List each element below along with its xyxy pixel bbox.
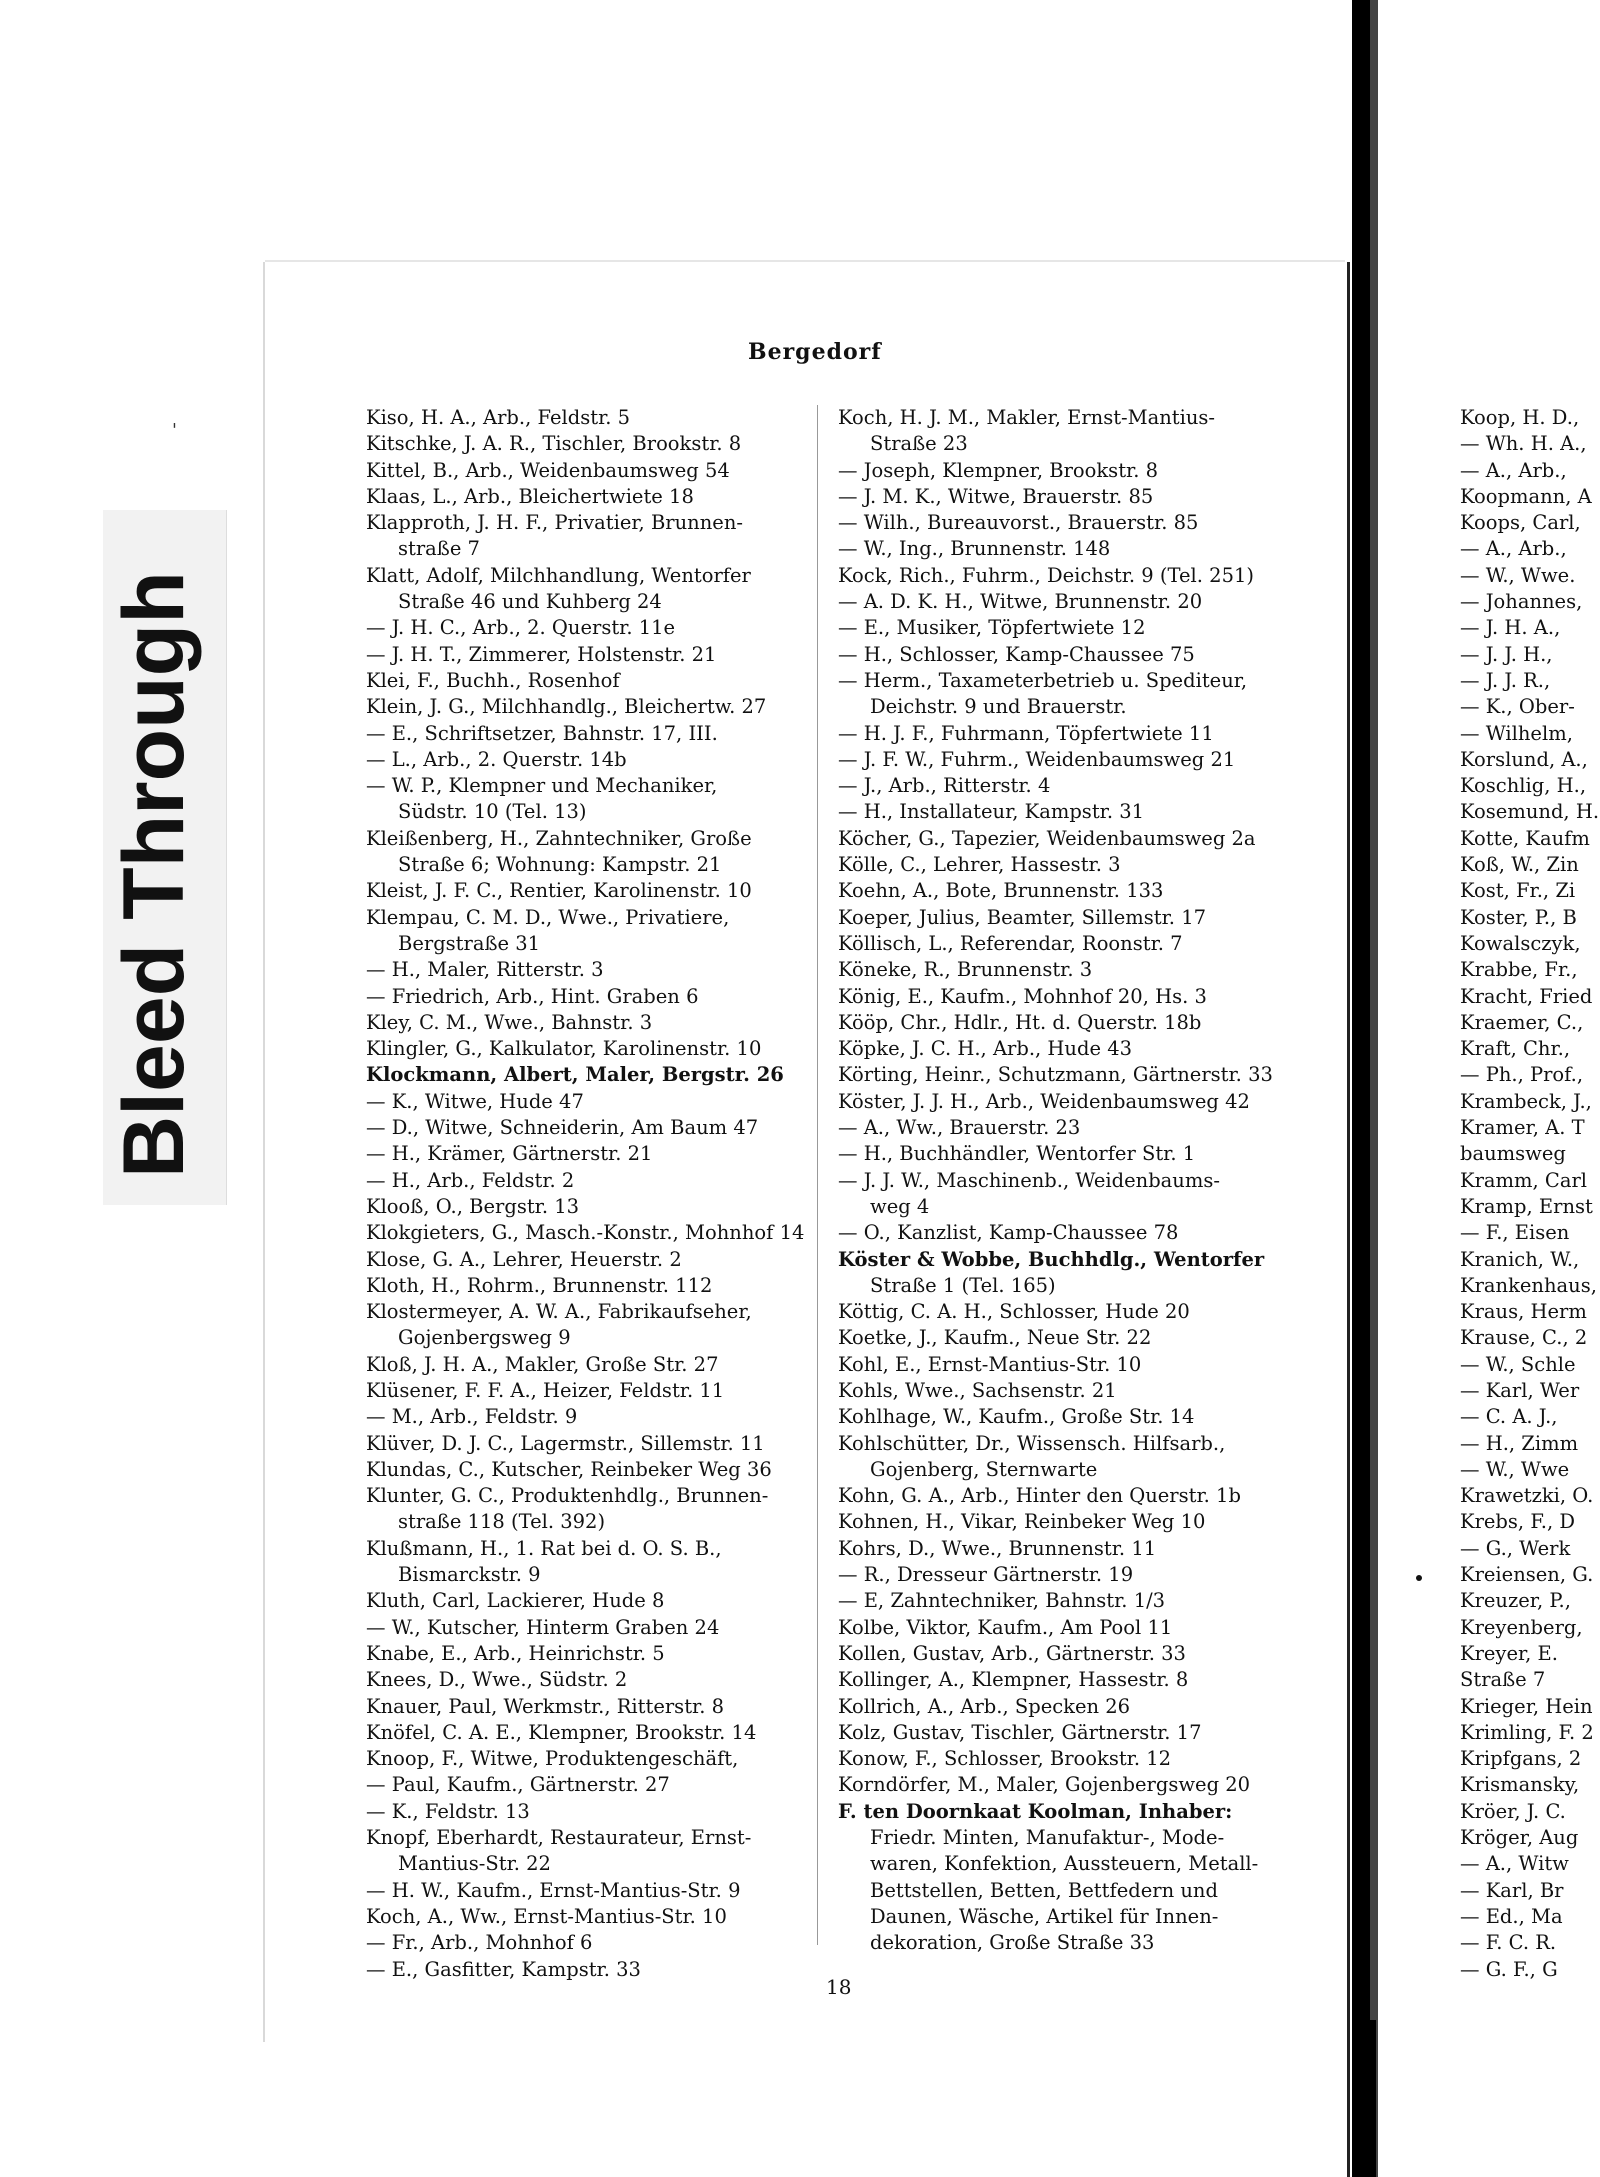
next-page-entry-fragment: — H., Zimm [1460, 1431, 1579, 1455]
directory-entry: Köcher, G., Tapezier, Weidenbaumsweg 2a [838, 826, 1256, 850]
directory-entry: Klüsener, F. F. A., Heizer, Feldstr. 11 [366, 1378, 725, 1402]
directory-entry: Körting, Heinr., Schutzmann, Gärtnerstr. 33 [838, 1063, 1273, 1087]
directory-entry: Bettstellen, Betten, Bettfedern und [870, 1878, 1218, 1902]
next-page-entry-fragment: Kost, Fr., Zi [1460, 879, 1576, 903]
directory-entry: Klein, J. G., Milchhandlg., Bleichertw. 27 [366, 695, 767, 719]
next-page-column [1460, 405, 1599, 1983]
directory-entry: — W., Ing., Brunnenstr. 148 [838, 537, 1111, 561]
directory-entry: Bismarckstr. 9 [398, 1563, 541, 1587]
directory-entry: — A. D. K. H., Witwe, Brunnenstr. 20 [838, 590, 1203, 614]
directory-entry: Kohlschütter, Dr., Wissensch. Hilfsarb., [838, 1431, 1226, 1455]
directory-entry: Kolbe, Viktor, Kaufm., Am Pool 11 [838, 1615, 1173, 1639]
directory-entry: Knabe, E., Arb., Heinrichstr. 5 [366, 1641, 665, 1665]
next-page-entry-fragment: — G., Werk [1460, 1536, 1571, 1560]
next-page-entry-fragment: Kraus, Herm [1460, 1300, 1587, 1324]
next-page-entry-fragment: — Wh. H. A., [1460, 432, 1587, 456]
next-page-bottom-edge [1366, 2020, 1376, 2177]
directory-entry: Klunter, G. C., Produktenhdlg., Brunnen- [366, 1484, 769, 1508]
directory-entry: — E., Gasfitter, Kampstr. 33 [366, 1957, 641, 1981]
directory-entry: — A., Ww., Brauerstr. 23 [838, 1116, 1081, 1140]
directory-entry: König, E., Kaufm., Mohnhof 20, Hs. 3 [838, 984, 1207, 1008]
next-page-entry-fragment: Kracht, Fried [1460, 984, 1593, 1008]
next-page-entry-fragment: Koster, P., B [1460, 905, 1577, 929]
next-page-entry-fragment: Krieger, Hein [1460, 1694, 1593, 1718]
directory-entry: Kohn, G. A., Arb., Hinter den Querstr. 1b [838, 1484, 1241, 1508]
next-page-entry-fragment: Koopmann, A [1460, 484, 1592, 508]
next-page-entry-fragment: baumsweg [1460, 1142, 1566, 1166]
directory-entry: Kluth, Carl, Lackierer, Hude 8 [366, 1589, 665, 1613]
directory-entry: Friedr. Minten, Manufaktur-, Mode- [870, 1826, 1225, 1850]
directory-entry: Konow, F., Schlosser, Brookstr. 12 [838, 1747, 1172, 1771]
directory-entry: Deichstr. 9 und Brauerstr. [870, 695, 1127, 719]
next-page-entry-fragment: Krimling, F. 2 [1460, 1720, 1594, 1744]
next-page-entry-fragment: Kramm, Carl [1460, 1168, 1587, 1192]
directory-entry: Kohls, Wwe., Sachsenstr. 21 [838, 1378, 1117, 1402]
next-page-entry-fragment: Kreyer, E. [1460, 1641, 1558, 1665]
next-page-entry-fragment: — Karl, Wer [1460, 1378, 1580, 1402]
next-page-entry-fragment: Koop, H. D., [1460, 406, 1580, 429]
directory-entry: Koehn, A., Bote, Brunnenstr. 133 [838, 879, 1164, 903]
next-page-entry-fragment: — J. J. H., [1460, 642, 1553, 666]
next-page-entry-fragment: — Karl, Br [1460, 1878, 1564, 1902]
left-column [366, 405, 806, 1983]
directory-entry: — H., Maler, Ritterstr. 3 [366, 958, 604, 982]
directory-entry: — Friedrich, Arb., Hint. Graben 6 [366, 984, 699, 1008]
book-spine-shadow [1370, 0, 1378, 2177]
directory-entry: — D., Witwe, Schneiderin, Am Baum 47 [366, 1116, 759, 1140]
next-page-entry-fragment: — C. A. J., [1460, 1405, 1558, 1429]
directory-entry: — W. P., Klempner und Mechaniker, [366, 774, 718, 798]
next-page-entry-fragment: — Ph., Prof., [1460, 1063, 1584, 1087]
directory-entry: Kohlhage, W., Kaufm., Große Str. 14 [838, 1405, 1195, 1429]
directory-entry: — E., Schriftsetzer, Bahnstr. 17, III. [366, 721, 718, 745]
book-spine [1352, 0, 1370, 2177]
next-page-entry-fragment: Koops, Carl, [1460, 511, 1581, 535]
next-page-entry-fragment: Koß, W., Zin [1460, 853, 1579, 877]
directory-entry: Kohl, E., Ernst-Mantius-Str. 10 [838, 1352, 1142, 1376]
next-page-entry-fragment: — W., Schle [1460, 1352, 1576, 1376]
directory-entry: Klooß, O., Bergstr. 13 [366, 1194, 580, 1218]
directory-entry: — E., Musiker, Töpfertwiete 12 [838, 616, 1146, 640]
next-page [1378, 0, 1600, 2177]
directory-entry: Köpke, J. C. H., Arb., Hude 43 [838, 1037, 1133, 1061]
directory-entry: Klatt, Adolf, Milchhandlung, Wentorfer [366, 563, 751, 587]
directory-entry: — Joseph, Klempner, Brookstr. 8 [838, 458, 1159, 482]
bleed-through-label: Bleed Through [106, 571, 202, 1178]
directory-entry: — R., Dresseur Gärtnerstr. 19 [838, 1563, 1134, 1587]
directory-entry: — H., Schlosser, Kamp-Chaussee 75 [838, 642, 1195, 666]
directory-entry: Straße 46 und Kuhberg 24 [398, 590, 662, 614]
directory-entry: Kloß, J. H. A., Makler, Große Str. 27 [366, 1352, 719, 1376]
directory-entry: Korndörfer, M., Maler, Gojenbergsweg 20 [838, 1773, 1251, 1797]
directory-entry: — H., Krämer, Gärtnerstr. 21 [366, 1142, 653, 1166]
directory-entry: Kleist, J. F. C., Rentier, Karolinenstr. 10 [366, 879, 752, 903]
next-page-entry-fragment: Kreyenberg, [1460, 1615, 1583, 1639]
directory-entry: — J. M. K., Witwe, Brauerstr. 85 [838, 484, 1154, 508]
directory-entry: F. ten Doornkaat Koolman, Inhaber: [838, 1799, 1233, 1823]
next-page-entry-fragment: Kreiensen, G. [1460, 1563, 1594, 1587]
next-page-entry-fragment: Kotte, Kaufm [1460, 826, 1590, 850]
next-page-entry-fragment: Kraemer, C., [1460, 1010, 1584, 1034]
directory-entry: Klose, G. A., Lehrer, Heuerstr. 2 [366, 1247, 682, 1271]
directory-entry: straße 7 [398, 537, 480, 561]
directory-entry: Kittel, B., Arb., Weidenbaumsweg 54 [366, 458, 730, 482]
directory-entry: — K., Feldstr. 13 [366, 1799, 530, 1823]
directory-entry: Köttig, C. A. H., Schlosser, Hude 20 [838, 1300, 1190, 1324]
next-page-entry-fragment: Krause, C., 2 [1460, 1326, 1588, 1350]
directory-entry: Klaas, L., Arb., Bleichertwiete 18 [366, 484, 694, 508]
directory-entry: straße 118 (Tel. 392) [398, 1510, 606, 1534]
next-page-entry-fragment: Kosemund, H. [1460, 800, 1600, 824]
directory-entry: — M., Arb., Feldstr. 9 [366, 1405, 578, 1429]
next-page-entry-fragment: Kraft, Chr., [1460, 1037, 1571, 1061]
next-page-entry-fragment: Straße 7 [1460, 1668, 1546, 1692]
next-page-entry-fragment: Kröger, Aug [1460, 1826, 1579, 1850]
directory-entry: Kolz, Gustav, Tischler, Gärtnerstr. 17 [838, 1720, 1202, 1744]
directory-entry: — Fr., Arb., Mohnhof 6 [366, 1931, 593, 1955]
next-page-entry-fragment: — W., Wwe. [1460, 563, 1576, 587]
column-divider [817, 405, 818, 1945]
next-page-entry-fragment: — Johannes, [1460, 590, 1583, 614]
directory-entry: — H. J. F., Fuhrmann, Töpfertwiete 11 [838, 721, 1214, 745]
directory-entry: Köneke, R., Brunnenstr. 3 [838, 958, 1093, 982]
directory-entry: Koch, H. J. M., Makler, Ernst-Mantius- [838, 406, 1216, 429]
directory-entry: — J. F. W., Fuhrm., Weidenbaumsweg 21 [838, 747, 1236, 771]
directory-entry: Koetke, J., Kaufm., Neue Str. 22 [838, 1326, 1152, 1350]
next-page-entry-fragment: Kowalsczyk, [1460, 931, 1581, 955]
directory-entry: weg 4 [870, 1194, 930, 1218]
directory-entry: Koeper, Julius, Beamter, Sillemstr. 17 [838, 905, 1207, 929]
next-page-entry-fragment: — J. H. A., [1460, 616, 1561, 640]
directory-entry: Gojenbergsweg 9 [398, 1326, 571, 1350]
directory-entry: Kohrs, D., Wwe., Brunnenstr. 11 [838, 1536, 1157, 1560]
directory-entry: Kitschke, J. A. R., Tischler, Brookstr. 8 [366, 432, 742, 456]
next-page-entry-fragment: Krambeck, J., [1460, 1089, 1592, 1113]
directory-entry: Daunen, Wäsche, Artikel für Innen- [870, 1904, 1219, 1928]
directory-entry: Klostermeyer, A. W. A., Fabrikaufseher, [366, 1300, 752, 1324]
next-page-entry-fragment: Korslund, A., [1460, 747, 1588, 771]
directory-entry: — J. J. W., Maschinenb., Weidenbaums- [838, 1168, 1220, 1192]
directory-entry: — H., Buchhändler, Wentorfer Str. 1 [838, 1142, 1196, 1166]
directory-entry: Mantius-Str. 22 [398, 1852, 551, 1876]
next-page-entry-fragment: — W., Wwe [1460, 1457, 1570, 1481]
directory-entry: — L., Arb., 2. Querstr. 14b [366, 747, 627, 771]
directory-entry: Klockmann, Albert, Maler, Bergstr. 26 [366, 1063, 784, 1087]
directory-entry: — J., Arb., Ritterstr. 4 [838, 774, 1051, 798]
next-page-entry-fragment: Kröer, J. C. [1460, 1799, 1566, 1823]
next-page-entry-fragment: Kramp, Ernst [1460, 1194, 1593, 1218]
next-page-entry-fragment: Krismansky, [1460, 1773, 1580, 1797]
directory-entry: Klundas, C., Kutscher, Reinbeker Weg 36 [366, 1457, 772, 1481]
next-page-entry-fragment: Krabbe, Fr., [1460, 958, 1578, 982]
next-page-entry-fragment: — A., Witw [1460, 1852, 1569, 1876]
directory-entry: Knopf, Eberhardt, Restaurateur, Ernst- [366, 1826, 752, 1850]
directory-entry: — W., Kutscher, Hinterm Graben 24 [366, 1615, 720, 1639]
next-page-entry-fragment: Koschlig, H., [1460, 774, 1587, 798]
directory-entry: Klußmann, H., 1. Rat bei d. O. S. B., [366, 1536, 722, 1560]
directory-entry: Kiso, H. A., Arb., Feldstr. 5 [366, 406, 631, 429]
page-header: Bergedorf [748, 339, 882, 365]
directory-entry: waren, Konfektion, Aussteuern, Metall- [870, 1852, 1259, 1876]
directory-entry: Bergstraße 31 [398, 931, 541, 955]
directory-entry: Kööp, Chr., Hdlr., Ht. d. Querstr. 18b [838, 1010, 1202, 1034]
directory-entry: — H., Installateur, Kampstr. 31 [838, 800, 1145, 824]
directory-entry: — Wilh., Bureauvorst., Brauerstr. 85 [838, 511, 1199, 535]
directory-entry: — H., Arb., Feldstr. 2 [366, 1168, 575, 1192]
directory-entry: Köster & Wobbe, Buchhdlg., Wentorfer [838, 1247, 1265, 1271]
directory-entry: Kloth, H., Rohrm., Brunnenstr. 112 [366, 1273, 713, 1297]
directory-entry: — E, Zahntechniker, Bahnstr. 1/3 [838, 1589, 1166, 1613]
ink-dot [1416, 1575, 1422, 1581]
directory-entry: Südstr. 10 (Tel. 13) [398, 800, 587, 824]
next-page-entry-fragment: Krankenhaus, [1460, 1273, 1597, 1297]
directory-entry: Straße 23 [870, 432, 968, 456]
directory-entry: — J. H. C., Arb., 2. Querstr. 11e [366, 616, 676, 640]
directory-entry: Klüver, D. J. C., Lagermstr., Sillemstr. 11 [366, 1431, 765, 1455]
directory-entry: Klempau, C. M. D., Wwe., Privatiere, [366, 905, 730, 929]
next-page-entry-fragment: — A., Arb., [1460, 458, 1567, 482]
directory-entry: Kleißenberg, H., Zahntechniker, Große [366, 826, 752, 850]
directory-entry: — K., Witwe, Hude 47 [366, 1089, 584, 1113]
directory-entry: Kollen, Gustav, Arb., Gärtnerstr. 33 [838, 1641, 1186, 1665]
directory-entry: Köster, J. J. H., Arb., Weidenbaumsweg 42 [838, 1089, 1250, 1113]
directory-entry: — O., Kanzlist, Kamp-Chaussee 78 [838, 1221, 1179, 1245]
next-page-entry-fragment: Kramer, A. T [1460, 1116, 1585, 1140]
directory-entry: — Paul, Kaufm., Gärtnerstr. 27 [366, 1773, 670, 1797]
directory-entry: Kollrich, A., Arb., Specken 26 [838, 1694, 1131, 1718]
next-page-entry-fragment: Krebs, F., D [1460, 1510, 1576, 1534]
directory-entry: Kölle, C., Lehrer, Hassestr. 3 [838, 853, 1121, 877]
next-page-entry-fragment: — Ed., Ma [1460, 1904, 1563, 1928]
next-page-entry-fragment: Kreuzer, P., [1460, 1589, 1571, 1613]
directory-entry: Koch, A., Ww., Ernst-Mantius-Str. 10 [366, 1904, 727, 1928]
next-page-entry-fragment: Kranich, W., [1460, 1247, 1580, 1271]
next-page-entry-fragment: — A., Arb., [1460, 537, 1567, 561]
right-column [838, 405, 1298, 1957]
directory-entry: Straße 1 (Tel. 165) [870, 1273, 1056, 1297]
directory-entry: Knöfel, C. A. E., Klempner, Brookstr. 14 [366, 1720, 757, 1744]
directory-entry: Knauer, Paul, Werkmstr., Ritterstr. 8 [366, 1694, 725, 1718]
next-page-entry-fragment: — J. J. R., [1460, 668, 1551, 692]
next-page-entry-fragment: — K., Ober- [1460, 695, 1575, 719]
directory-entry: Klapproth, J. H. F., Privatier, Brunnen- [366, 511, 743, 535]
next-page-entry-fragment: Krawetzki, O. [1460, 1484, 1594, 1508]
directory-entry: Kley, C. M., Wwe., Bahnstr. 3 [366, 1010, 653, 1034]
directory-entry: Klei, F., Buchh., Rosenhof [366, 668, 620, 692]
directory-entry: Gojenberg, Sternwarte [870, 1457, 1098, 1481]
margin-tick-mark: ' [172, 420, 177, 441]
directory-entry: Klingler, G., Kalkulator, Karolinenstr. 10 [366, 1037, 762, 1061]
directory-entry: — H. W., Kaufm., Ernst-Mantius-Str. 9 [366, 1878, 741, 1902]
directory-entry: Kohnen, H., Vikar, Reinbeker Weg 10 [838, 1510, 1206, 1534]
next-page-entry-fragment: — G. F., G [1460, 1957, 1558, 1981]
directory-entry: Knoop, F., Witwe, Produktengeschäft, [366, 1747, 739, 1771]
next-page-entry-fragment: — F., Eisen [1460, 1221, 1570, 1245]
next-page-entry-fragment: — F. C. R. [1460, 1931, 1557, 1955]
page-number: 18 [826, 1975, 852, 1999]
directory-entry: Knees, D., Wwe., Südstr. 2 [366, 1668, 628, 1692]
directory-entry: Klokgieters, G., Masch.-Konstr., Mohnhof 14 [366, 1221, 805, 1245]
directory-entry: Straße 6; Wohnung: Kampstr. 21 [398, 853, 722, 877]
binding-edge [1347, 262, 1350, 2177]
directory-entry: Kock, Rich., Fuhrm., Deichstr. 9 (Tel. 251) [838, 563, 1254, 587]
directory-entry: Köllisch, L., Referendar, Roonstr. 7 [838, 931, 1183, 955]
directory-entry: — J. H. T., Zimmerer, Holstenstr. 21 [366, 642, 717, 666]
next-page-entry-fragment: — Wilhelm, [1460, 721, 1573, 745]
directory-entry: dekoration, Große Straße 33 [870, 1931, 1155, 1955]
next-page-entry-fragment: Kripfgans, 2 [1460, 1747, 1582, 1771]
directory-entry: — Herm., Taxameterbetrieb u. Spediteur, [838, 668, 1248, 692]
directory-entry: Kollinger, A., Klempner, Hassestr. 8 [838, 1668, 1189, 1692]
